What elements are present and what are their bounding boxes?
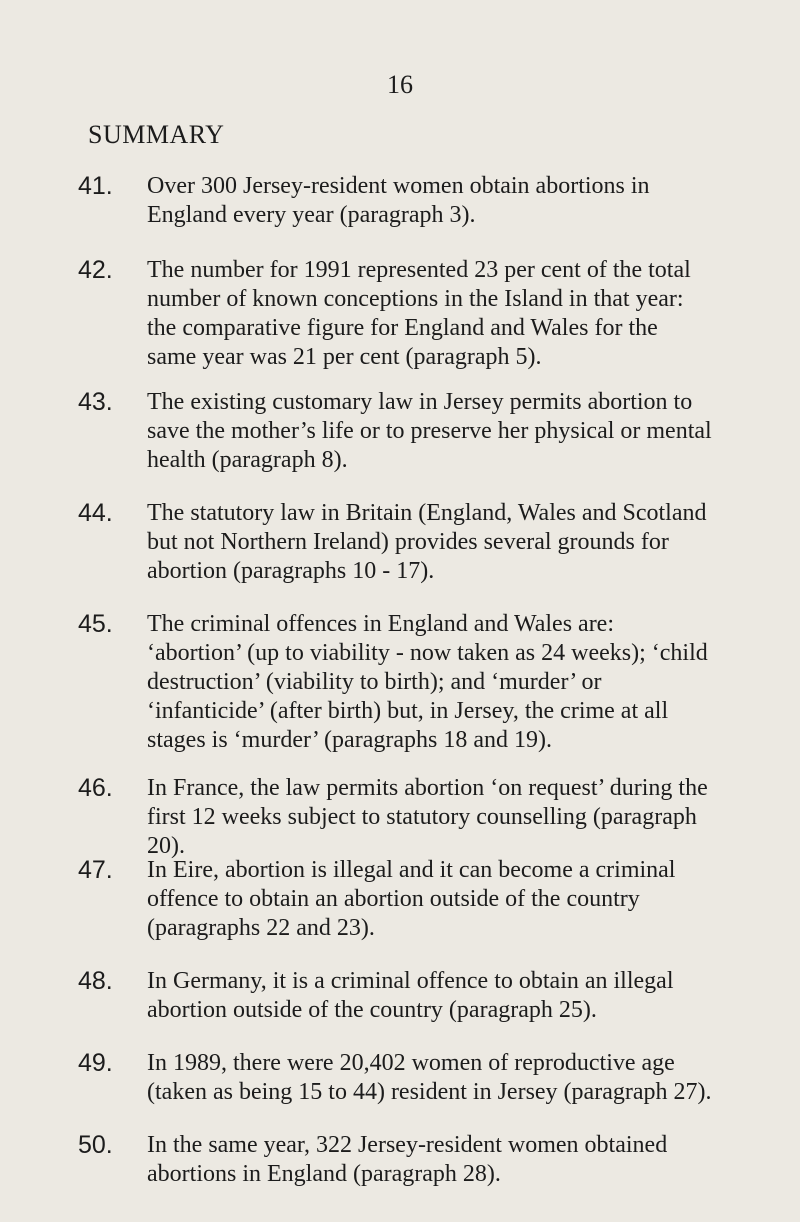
summary-item-50 (0, 1131, 800, 1191)
item-text: In Eire, abortion is illegal and it can become a criminal offence to obtain an abortion outside of the country (paragraphs 22 and 23). (147, 857, 676, 941)
item-text: The statutory law in Britain (England, Wales and Scotland but not Northern Ireland) provides several grounds for abortion (paragraphs 10 - 17). (147, 500, 707, 584)
item-text: In France, the law permits abortion ‘on request’ during the first 12 weeks subject to statutory counselling (paragraph 20). (147, 775, 708, 859)
item-number: 49. (78, 1049, 113, 1077)
item-text: The criminal offences in England and Wales are: ‘abortion’ (up to viability - now taken as 24 weeks); ‘child destruction’ (viability to birth); and ‘murder’ or ‘infanticide’ (after birth) but, in Jersey, the crime at all stages is ‘murder’ (paragraphs 18 and 19). (147, 611, 708, 753)
item-number: 47. (78, 856, 113, 884)
page-number: 16 (387, 70, 413, 99)
item-number: 42. (78, 256, 113, 284)
item-number: 44. (78, 499, 113, 527)
item-text: In the same year, 322 Jersey-resident women obtained abortions in England (paragraph 28). (147, 1132, 668, 1187)
item-number: 46. (78, 774, 113, 802)
summary-item-47 (0, 856, 800, 967)
item-text: In 1989, there were 20,402 women of reproductive age (taken as being 15 to 44) resident in Jersey (paragraph 27). (147, 1050, 712, 1105)
summary-item-44 (0, 499, 800, 610)
item-number: 43. (78, 388, 113, 416)
summary-item-46 (0, 774, 800, 859)
item-text: The existing customary law in Jersey permits abortion to save the mother’s life or to preserve her physical or mental health (paragraph 8). (147, 389, 712, 473)
item-number: 41. (78, 172, 113, 200)
item-number: 45. (78, 610, 113, 638)
summary-item-49 (0, 1049, 800, 1131)
summary-item-45 (0, 610, 800, 774)
item-number: 50. (78, 1131, 113, 1159)
item-text: In Germany, it is a criminal offence to obtain an illegal abortion outside of the country (paragraph 25). (147, 968, 674, 1023)
item-number: 48. (78, 967, 113, 995)
section-heading: SUMMARY (88, 120, 225, 149)
summary-item-43 (0, 388, 800, 499)
summary-item-48 (0, 967, 800, 1049)
item-text: The number for 1991 represented 23 per cent of the total number of known conceptions in the Island in that year: the comparative figure for England and Wales for the same year was 21 per cent (paragraph 5). (147, 257, 691, 370)
summary-item-42 (0, 256, 800, 388)
item-text: Over 300 Jersey-resident women obtain abortions in England every year (paragraph 3). (147, 173, 650, 228)
summary-item-41 (0, 172, 800, 256)
summary-list (0, 172, 800, 1191)
